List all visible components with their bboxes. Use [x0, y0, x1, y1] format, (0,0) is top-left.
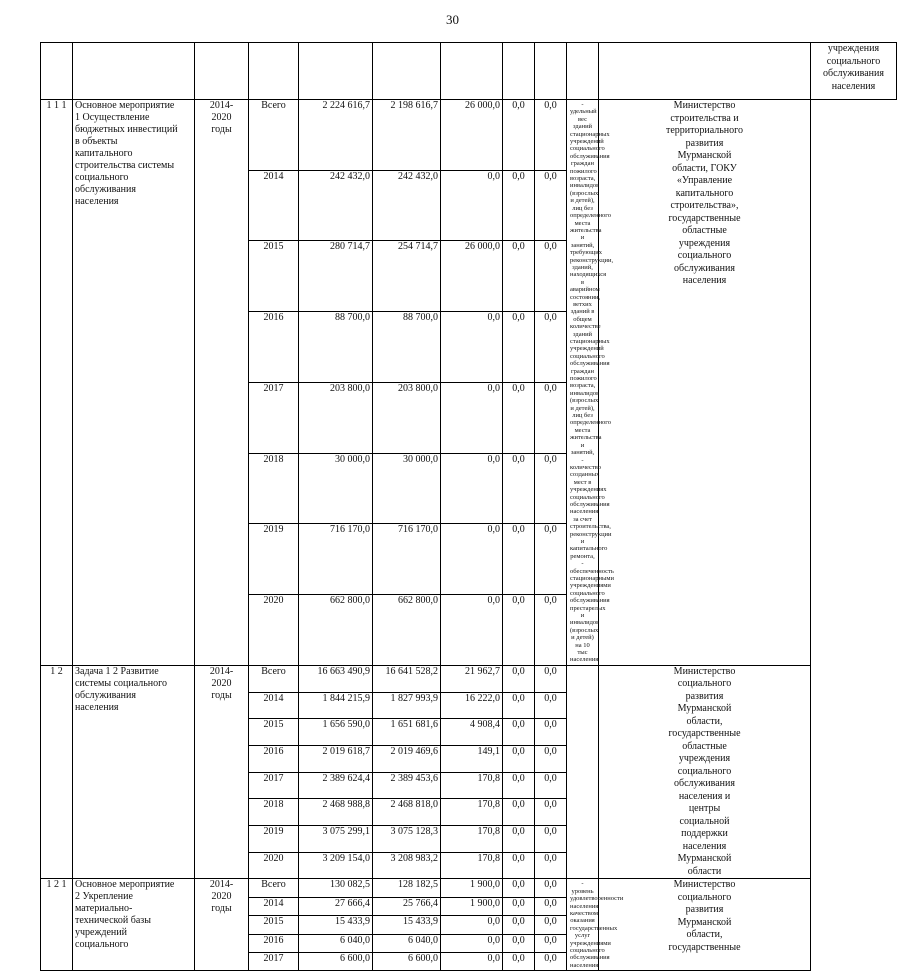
- other-cell: 0,0: [535, 934, 567, 952]
- total-cell: 2 019 618,7: [299, 745, 373, 772]
- local-cell: 0,0: [503, 692, 535, 719]
- total-cell: 242 432,0: [299, 170, 373, 241]
- local-cell: 0,0: [503, 772, 535, 799]
- other-cell: 0,0: [535, 772, 567, 799]
- section-code: 1 2 1: [41, 879, 73, 971]
- year-cell: 2014: [249, 692, 299, 719]
- regional-cell: 662 800,0: [373, 595, 441, 666]
- local-cell: 0,0: [503, 799, 535, 826]
- executor-cell: Министерство социального развития Мурманской области, государственные: [599, 879, 811, 971]
- other-cell: 0,0: [535, 719, 567, 746]
- year-cell: Всего: [249, 665, 299, 692]
- regional-cell: 2 019 469,6: [373, 745, 441, 772]
- regional-cell: 1 651 681,6: [373, 719, 441, 746]
- other-cell: 0,0: [535, 382, 567, 453]
- section-code: 1 1 1: [41, 100, 73, 666]
- year-cell: Всего: [249, 879, 299, 897]
- regional-cell: 6 040,0: [373, 934, 441, 952]
- total-cell: 662 800,0: [299, 595, 373, 666]
- local-cell: 0,0: [503, 170, 535, 241]
- year-cell: 2018: [249, 453, 299, 524]
- regional-cell: 2 198 616,7: [373, 100, 441, 171]
- local-cell: 0,0: [503, 897, 535, 915]
- year-cell: 2020: [249, 595, 299, 666]
- other-cell: 0,0: [535, 916, 567, 934]
- table-row: [41, 665, 897, 692]
- year-cell: 2017: [249, 952, 299, 970]
- regional-cell: 3 075 128,3: [373, 826, 441, 853]
- year-cell: Всего: [249, 100, 299, 171]
- other-cell: 0,0: [535, 692, 567, 719]
- total-cell: 1 844 215,9: [299, 692, 373, 719]
- total-cell: 16 663 490,9: [299, 665, 373, 692]
- federal-cell: 0,0: [441, 952, 503, 970]
- other-cell: 0,0: [535, 952, 567, 970]
- year-cell: 2015: [249, 719, 299, 746]
- year-cell: 2016: [249, 312, 299, 383]
- regional-cell: 3 208 983,2: [373, 852, 441, 879]
- federal-cell: 0,0: [441, 916, 503, 934]
- other-cell: 0,0: [535, 241, 567, 312]
- regional-cell: 242 432,0: [373, 170, 441, 241]
- other-cell: 0,0: [535, 745, 567, 772]
- continuation-row: [41, 43, 897, 100]
- federal-cell: 0,0: [441, 524, 503, 595]
- year-cell: 2019: [249, 524, 299, 595]
- page-number: 30: [446, 12, 459, 27]
- federal-cell: 149,1: [441, 745, 503, 772]
- section-name: Задача 1 2 Развитие системы социального обслуживания населения: [73, 665, 195, 879]
- section-period: 2014- 2020 годы: [195, 100, 249, 666]
- local-cell: 0,0: [503, 453, 535, 524]
- other-cell: 0,0: [535, 312, 567, 383]
- other-cell: 0,0: [535, 897, 567, 915]
- section-name: Основное мероприятие 1 Осуществление бюджетных инвестиций в объекты капитального строительства системы социального обслуживания населения: [73, 100, 195, 666]
- total-cell: 27 666,4: [299, 897, 373, 915]
- regional-cell: 254 714,7: [373, 241, 441, 312]
- total-cell: 716 170,0: [299, 524, 373, 595]
- year-cell: 2015: [249, 916, 299, 934]
- program-activities-table: [40, 42, 897, 971]
- local-cell: 0,0: [503, 382, 535, 453]
- local-cell: 0,0: [503, 952, 535, 970]
- year-cell: 2019: [249, 826, 299, 853]
- federal-cell: 26 000,0: [441, 241, 503, 312]
- table-row: [41, 879, 897, 897]
- regional-cell: 25 766,4: [373, 897, 441, 915]
- total-cell: 130 082,5: [299, 879, 373, 897]
- total-cell: 30 000,0: [299, 453, 373, 524]
- regional-cell: 30 000,0: [373, 453, 441, 524]
- federal-cell: 0,0: [441, 382, 503, 453]
- year-cell: 2014: [249, 897, 299, 915]
- year-cell: 2016: [249, 745, 299, 772]
- year-cell: 2017: [249, 382, 299, 453]
- indicators-cell: - уровень удовлетворенности населения качеством оказания государственных услуг учреждениями социального обслуживания населения: [567, 879, 599, 971]
- local-cell: 0,0: [503, 916, 535, 934]
- indicators-cell: - удельный вес зданий стационарных учреждений социального обслуживания граждан пожилого возраста, инвалидов (взрослых и детей), лиц без определенного места жительства и занятий, требующих реконструкции, зданий, находящихся в аварийном состоянии, ветхих зданий в общем количестве зданий стационарных учреждений социального обслуживания граждан пожилого возраста, инвалидов (взрослых и детей), лиц без определенного места жительства и занятий, - количество созданных мест в учреждениях социального обслуживания населения за счет строительства, реконструкции и капитального ремонта, - обеспеченность стационарными учреждениями социального обслуживания престарелых и инвалидов (взрослых и детей) на 10 тыс населения: [567, 100, 599, 666]
- regional-cell: 716 170,0: [373, 524, 441, 595]
- federal-cell: 0,0: [441, 170, 503, 241]
- total-cell: 2 389 624,4: [299, 772, 373, 799]
- local-cell: 0,0: [503, 665, 535, 692]
- federal-cell: 16 222,0: [441, 692, 503, 719]
- local-cell: 0,0: [503, 595, 535, 666]
- section-period: 2014- 2020 годы: [195, 665, 249, 879]
- year-cell: 2018: [249, 799, 299, 826]
- total-cell: 280 714,7: [299, 241, 373, 312]
- federal-cell: 4 908,4: [441, 719, 503, 746]
- federal-cell: 26 000,0: [441, 100, 503, 171]
- regional-cell: 2 468 818,0: [373, 799, 441, 826]
- federal-cell: 0,0: [441, 453, 503, 524]
- other-cell: 0,0: [535, 799, 567, 826]
- section-period: 2014- 2020 годы: [195, 879, 249, 971]
- year-cell: 2015: [249, 241, 299, 312]
- federal-cell: 170,8: [441, 772, 503, 799]
- year-cell: 2014: [249, 170, 299, 241]
- federal-cell: 170,8: [441, 852, 503, 879]
- federal-cell: 170,8: [441, 799, 503, 826]
- executor-cell: Министерство социального развития Мурманской области, государственные областные учреждения социального обслуживания населения и центры социальной поддержки населения Мурманской области: [599, 665, 811, 879]
- regional-cell: 128 182,5: [373, 879, 441, 897]
- total-cell: 15 433,9: [299, 916, 373, 934]
- regional-cell: 2 389 453,6: [373, 772, 441, 799]
- total-cell: 1 656 590,0: [299, 719, 373, 746]
- table-row: [41, 100, 897, 171]
- total-cell: 6 040,0: [299, 934, 373, 952]
- local-cell: 0,0: [503, 852, 535, 879]
- other-cell: 0,0: [535, 665, 567, 692]
- other-cell: 0,0: [535, 826, 567, 853]
- regional-cell: 6 600,0: [373, 952, 441, 970]
- total-cell: 3 075 299,1: [299, 826, 373, 853]
- other-cell: 0,0: [535, 100, 567, 171]
- regional-cell: 15 433,9: [373, 916, 441, 934]
- federal-cell: 0,0: [441, 934, 503, 952]
- total-cell: 2 468 988,8: [299, 799, 373, 826]
- other-cell: 0,0: [535, 453, 567, 524]
- local-cell: 0,0: [503, 241, 535, 312]
- year-cell: 2020: [249, 852, 299, 879]
- section-name: Основное мероприятие 2 Укрепление материально- технической базы учреждений социального: [73, 879, 195, 971]
- federal-cell: 21 962,7: [441, 665, 503, 692]
- local-cell: 0,0: [503, 719, 535, 746]
- total-cell: 6 600,0: [299, 952, 373, 970]
- year-cell: 2017: [249, 772, 299, 799]
- indicators-cell: [567, 665, 599, 879]
- executor-cell: учреждения социального обслуживания населения: [811, 43, 897, 100]
- federal-cell: 1 900,0: [441, 897, 503, 915]
- total-cell: 2 224 616,7: [299, 100, 373, 171]
- federal-cell: 0,0: [441, 312, 503, 383]
- total-cell: 88 700,0: [299, 312, 373, 383]
- total-cell: 3 209 154,0: [299, 852, 373, 879]
- local-cell: 0,0: [503, 879, 535, 897]
- federal-cell: 1 900,0: [441, 879, 503, 897]
- local-cell: 0,0: [503, 312, 535, 383]
- other-cell: 0,0: [535, 595, 567, 666]
- local-cell: 0,0: [503, 524, 535, 595]
- other-cell: 0,0: [535, 524, 567, 595]
- regional-cell: 88 700,0: [373, 312, 441, 383]
- federal-cell: 170,8: [441, 826, 503, 853]
- local-cell: 0,0: [503, 934, 535, 952]
- regional-cell: 16 641 528,2: [373, 665, 441, 692]
- year-cell: 2016: [249, 934, 299, 952]
- section-code: 1 2: [41, 665, 73, 879]
- local-cell: 0,0: [503, 826, 535, 853]
- other-cell: 0,0: [535, 170, 567, 241]
- regional-cell: 1 827 993,9: [373, 692, 441, 719]
- regional-cell: 203 800,0: [373, 382, 441, 453]
- other-cell: 0,0: [535, 852, 567, 879]
- local-cell: 0,0: [503, 100, 535, 171]
- total-cell: 203 800,0: [299, 382, 373, 453]
- executor-cell: Министерство строительства и территориального развития Мурманской области, ГОКУ «Управление капитального строительства», государственные областные учреждения социального обслуживания населения: [599, 100, 811, 666]
- federal-cell: 0,0: [441, 595, 503, 666]
- local-cell: 0,0: [503, 745, 535, 772]
- other-cell: 0,0: [535, 879, 567, 897]
